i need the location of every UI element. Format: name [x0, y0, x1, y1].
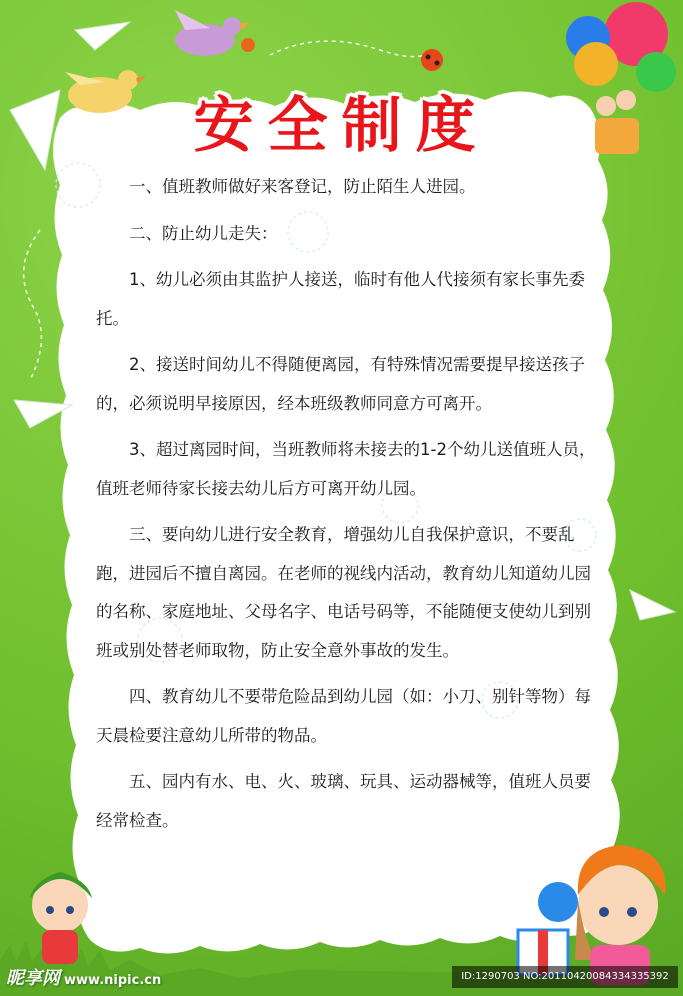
rule-paragraph: 四、教育幼儿不要带危险品到幼儿园（如：小刀、别针等物）每天晨检要注意幼儿所带的物品。 — [96, 687, 591, 745]
watermark-id: ID:1290703 NO:20110420084334335392 — [452, 966, 678, 988]
rule-paragraph: 二、防止幼儿走失： — [129, 223, 278, 243]
rule-paragraph: 2、接送时间幼儿不得随便离园，有特殊情况需要提早接送孩子的，必须说明早接原因，经本班级教师同意方可离开。 — [96, 355, 585, 413]
page-title: 安全制度 — [193, 91, 490, 161]
watermark-url: www.nipic.cn — [64, 973, 162, 988]
rule-paragraph: 一、值班教师做好来客登记，防止陌生人进园。 — [129, 177, 476, 196]
rule-paragraph: 3、超过离园时间，当班教师将未接去的1-2个幼儿送值班人员，值班老师待家长接去幼儿后方可离开幼儿园。 — [96, 440, 596, 498]
watermark-brand-text: 昵享网 — [6, 968, 60, 989]
rule-paragraph: 1、幼儿必须由其监护人接送，临时有他人代接须有家长事先委托。 — [96, 270, 585, 328]
rule-paragraph: 三、要向幼儿进行安全教育，增强幼儿自我保护意识，不要乱跑，进园后不擅自离园。在老师的视线内活动，教育幼儿知道幼儿园的名称、家庭地址、父母名字、电话号码等，不能随便支使幼儿到别班或别处替老师取物，防止安全意外事故的发生。 — [96, 525, 591, 660]
rules-content — [96, 168, 604, 848]
watermark-brand — [6, 964, 161, 990]
rule-paragraph: 五、园内有水、电、火、玻璃、玩具、运动器械等，值班人员要经常检查。 — [96, 772, 591, 830]
